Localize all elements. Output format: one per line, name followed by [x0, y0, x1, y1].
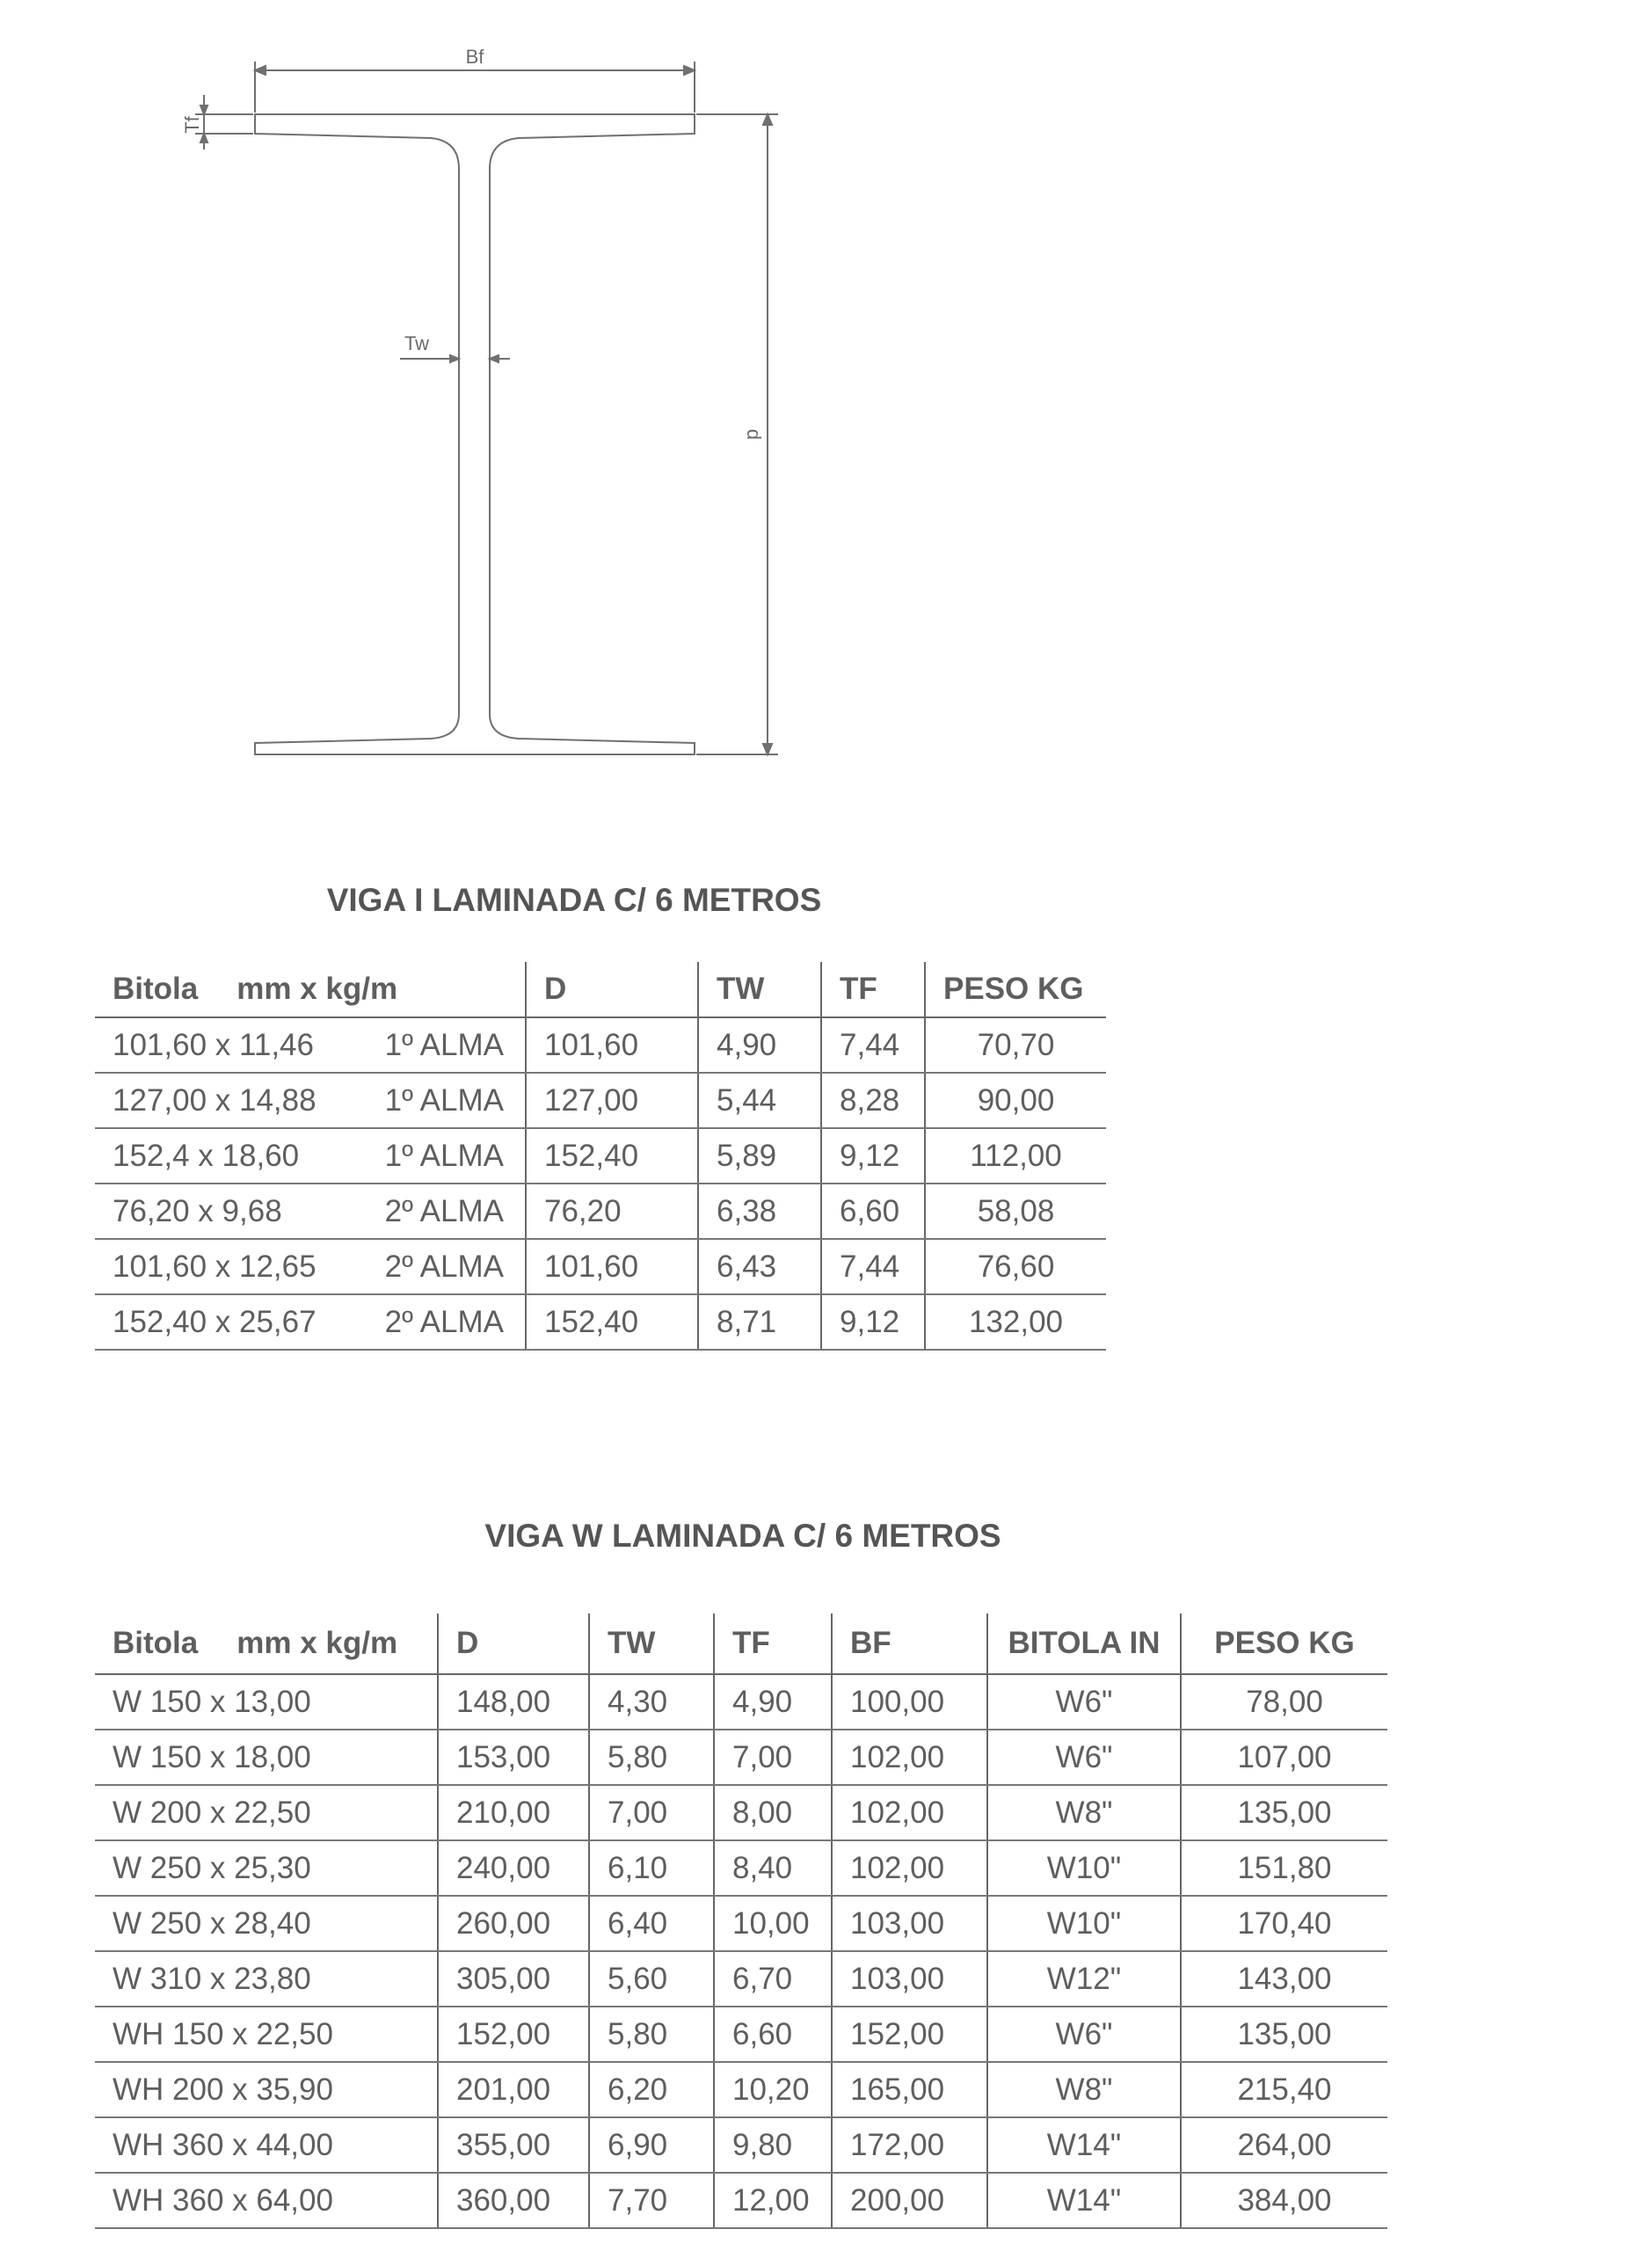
- header-bitola: [95, 962, 526, 1017]
- bitola-cell: [95, 1184, 526, 1239]
- tw-cell: 4,90: [698, 1017, 821, 1073]
- d-cell: 210,00: [438, 1785, 589, 1840]
- bf-cell: 172,00: [832, 2117, 987, 2173]
- bitola-cell: WH 360 x 64,00: [95, 2173, 438, 2228]
- tw-cell: 7,70: [589, 2173, 714, 2228]
- bf-cell: 165,00: [832, 2062, 987, 2117]
- d-cell: 305,00: [438, 1951, 589, 2007]
- tw-cell: 5,89: [698, 1128, 821, 1184]
- table-row: [95, 1896, 1387, 1951]
- tw-cell: 5,80: [589, 2007, 714, 2062]
- bitola-value: 152,40 x 25,67: [113, 1304, 317, 1339]
- bitola-cell: WH 150 x 22,50: [95, 2007, 438, 2062]
- peso-cell: 107,00: [1181, 1730, 1387, 1785]
- d-cell: 355,00: [438, 2117, 589, 2173]
- tw-cell: 5,80: [589, 1730, 714, 1785]
- bitola-in-cell: W8": [987, 1785, 1181, 1840]
- bitola-in-cell: W14": [987, 2117, 1181, 2173]
- peso-cell: 70,70: [925, 1017, 1106, 1073]
- bitola-in-cell: W10": [987, 1840, 1181, 1896]
- tw-cell: 6,90: [589, 2117, 714, 2173]
- tf-cell: 6,70: [714, 1951, 832, 2007]
- tf-cell: 7,00: [714, 1730, 832, 1785]
- table-row: [95, 1017, 1106, 1073]
- table-row: [95, 2007, 1387, 2062]
- header-tf: TF: [714, 1614, 832, 1674]
- d-cell: 152,00: [438, 2007, 589, 2062]
- tf-cell: 12,00: [714, 2173, 832, 2228]
- bitola-cell: W 250 x 28,40: [95, 1896, 438, 1951]
- tf-cell: 10,20: [714, 2062, 832, 2117]
- d-cell: 260,00: [438, 1896, 589, 1951]
- peso-cell: 76,60: [925, 1239, 1106, 1294]
- viga-w-rows: [95, 1674, 1387, 2228]
- bitola-in-cell: W10": [987, 1896, 1181, 1951]
- header-unit-label: mm x kg/m: [237, 1626, 398, 1660]
- peso-cell: 384,00: [1181, 2173, 1387, 2228]
- bitola-cell: W 150 x 13,00: [95, 1674, 438, 1730]
- bitola-cell: W 310 x 23,80: [95, 1951, 438, 2007]
- table-row: [95, 2117, 1387, 2173]
- bf-cell: 102,00: [832, 1730, 987, 1785]
- bitola-in-cell: W6": [987, 2007, 1181, 2062]
- bitola-cell: [95, 1017, 526, 1073]
- table-row: [95, 2173, 1387, 2228]
- bitola-value: 127,00 x 14,88: [113, 1082, 317, 1118]
- tf-cell: 6,60: [714, 2007, 832, 2062]
- tw-cell: 5,60: [589, 1951, 714, 2007]
- bitola-cell: W 200 x 22,50: [95, 1785, 438, 1840]
- table-row: [95, 1073, 1106, 1128]
- header-bf: BF: [832, 1614, 987, 1674]
- table-row: [95, 1951, 1387, 2007]
- peso-cell: 215,40: [1181, 2062, 1387, 2117]
- bitola-in-cell: W12": [987, 1951, 1181, 2007]
- header-bitola-in: BITOLA IN: [987, 1614, 1181, 1674]
- tf-cell: 8,40: [714, 1840, 832, 1896]
- peso-cell: 135,00: [1181, 2007, 1387, 2062]
- peso-cell: 170,40: [1181, 1896, 1387, 1951]
- bf-cell: 102,00: [832, 1840, 987, 1896]
- table-row: [95, 1294, 1106, 1350]
- d-cell: 201,00: [438, 2062, 589, 2117]
- bf-cell: 103,00: [832, 1896, 987, 1951]
- table-row: [95, 1128, 1106, 1184]
- tw-cell: 6,20: [589, 2062, 714, 2117]
- d-cell: 240,00: [438, 1840, 589, 1896]
- header-bitola-label: Bitola: [113, 1626, 199, 1660]
- tw-cell: 6,38: [698, 1184, 821, 1239]
- bitola-cell: W 150 x 18,00: [95, 1730, 438, 1785]
- bitola-value: 101,60 x 11,46: [113, 1027, 314, 1062]
- tf-cell: 6,60: [821, 1184, 925, 1239]
- bitola-cell: WH 360 x 44,00: [95, 2117, 438, 2173]
- peso-cell: 264,00: [1181, 2117, 1387, 2173]
- alma-value: 2º ALMA: [384, 1249, 504, 1284]
- i-beam-outline: [255, 114, 695, 754]
- alma-value: 1º ALMA: [384, 1082, 504, 1118]
- bitola-cell: [95, 1073, 526, 1128]
- d-cell: 101,60: [526, 1239, 698, 1294]
- table-row: [95, 2062, 1387, 2117]
- table-w-title: VIGA W LAMINADA C/ 6 METROS: [484, 1518, 1001, 1554]
- d-label: d: [743, 428, 765, 441]
- peso-cell: 151,80: [1181, 1840, 1387, 1896]
- table-row: [95, 1239, 1106, 1294]
- header-tw: TW: [589, 1614, 714, 1674]
- tf-cell: 8,28: [821, 1073, 925, 1128]
- i-beam-diagram: [0, 0, 1652, 791]
- viga-i-table: [95, 962, 1106, 1351]
- bitola-cell: [95, 1128, 526, 1184]
- table-row: [95, 1840, 1387, 1896]
- bf-cell: 102,00: [832, 1785, 987, 1840]
- alma-value: 2º ALMA: [384, 1193, 504, 1228]
- table-row: [95, 1785, 1387, 1840]
- bitola-cell: W 250 x 25,30: [95, 1840, 438, 1896]
- peso-cell: 58,08: [925, 1184, 1106, 1239]
- tf-cell: 9,12: [821, 1128, 925, 1184]
- tf-cell: 8,00: [714, 1785, 832, 1840]
- header-d: D: [438, 1614, 589, 1674]
- tf-cell: 9,12: [821, 1294, 925, 1350]
- tf-label: Tf: [181, 116, 203, 134]
- bf-cell: 100,00: [832, 1674, 987, 1730]
- d-cell: 148,00: [438, 1674, 589, 1730]
- d-cell: 127,00: [526, 1073, 698, 1128]
- table-header-row: [95, 1614, 1387, 1674]
- bf-cell: 200,00: [832, 2173, 987, 2228]
- tw-cell: 4,30: [589, 1674, 714, 1730]
- viga-i-rows: [95, 1017, 1106, 1350]
- tf-cell: 9,80: [714, 2117, 832, 2173]
- d-cell: 153,00: [438, 1730, 589, 1785]
- bitola-cell: WH 200 x 35,90: [95, 2062, 438, 2117]
- header-peso: PESO KG: [925, 962, 1106, 1017]
- d-cell: 152,40: [526, 1128, 698, 1184]
- header-tw: TW: [698, 962, 821, 1017]
- tw-label: Tw: [404, 332, 430, 354]
- peso-cell: 132,00: [925, 1294, 1106, 1350]
- alma-value: 1º ALMA: [384, 1027, 504, 1062]
- table-header-row: [95, 962, 1106, 1017]
- tw-cell: 6,10: [589, 1840, 714, 1896]
- bitola-in-cell: W14": [987, 2173, 1181, 2228]
- header-bitola-label: Bitola: [113, 972, 199, 1006]
- viga-w-table: [95, 1614, 1387, 2229]
- peso-cell: 143,00: [1181, 1951, 1387, 2007]
- d-cell: 76,20: [526, 1184, 698, 1239]
- tw-cell: 6,40: [589, 1896, 714, 1951]
- header-tf: TF: [821, 962, 925, 1017]
- d-cell: 360,00: [438, 2173, 589, 2228]
- table-row: [95, 1730, 1387, 1785]
- bitola-value: 101,60 x 12,65: [113, 1249, 317, 1284]
- bf-cell: 103,00: [832, 1951, 987, 2007]
- tf-cell: 10,00: [714, 1896, 832, 1951]
- header-peso: PESO KG: [1181, 1614, 1387, 1674]
- table-row: [95, 1184, 1106, 1239]
- header-bitola: [95, 1614, 438, 1674]
- header-d: D: [526, 962, 698, 1017]
- bitola-in-cell: W8": [987, 2062, 1181, 2117]
- d-cell: 101,60: [526, 1017, 698, 1073]
- peso-cell: 78,00: [1181, 1674, 1387, 1730]
- header-unit-label: mm x kg/m: [237, 972, 398, 1006]
- bitola-in-cell: W6": [987, 1730, 1181, 1785]
- bf-label: Bf: [465, 46, 484, 68]
- peso-cell: 112,00: [925, 1128, 1106, 1184]
- bitola-cell: [95, 1239, 526, 1294]
- tf-cell: 4,90: [714, 1674, 832, 1730]
- table-row: [95, 1674, 1387, 1730]
- tw-cell: 6,43: [698, 1239, 821, 1294]
- tw-cell: 8,71: [698, 1294, 821, 1350]
- tw-cell: 7,00: [589, 1785, 714, 1840]
- alma-value: 1º ALMA: [384, 1138, 504, 1173]
- peso-cell: 90,00: [925, 1073, 1106, 1128]
- peso-cell: 135,00: [1181, 1785, 1387, 1840]
- alma-value: 2º ALMA: [384, 1304, 504, 1339]
- tw-cell: 5,44: [698, 1073, 821, 1128]
- bitola-value: 152,4 x 18,60: [113, 1138, 300, 1173]
- d-cell: 152,40: [526, 1294, 698, 1350]
- bitola-in-cell: W6": [987, 1674, 1181, 1730]
- bitola-cell: [95, 1294, 526, 1350]
- tf-cell: 7,44: [821, 1017, 925, 1073]
- table-i-title: VIGA I LAMINADA C/ 6 METROS: [326, 882, 822, 918]
- bitola-value: 76,20 x 9,68: [113, 1193, 282, 1228]
- bf-cell: 152,00: [832, 2007, 987, 2062]
- tf-cell: 7,44: [821, 1239, 925, 1294]
